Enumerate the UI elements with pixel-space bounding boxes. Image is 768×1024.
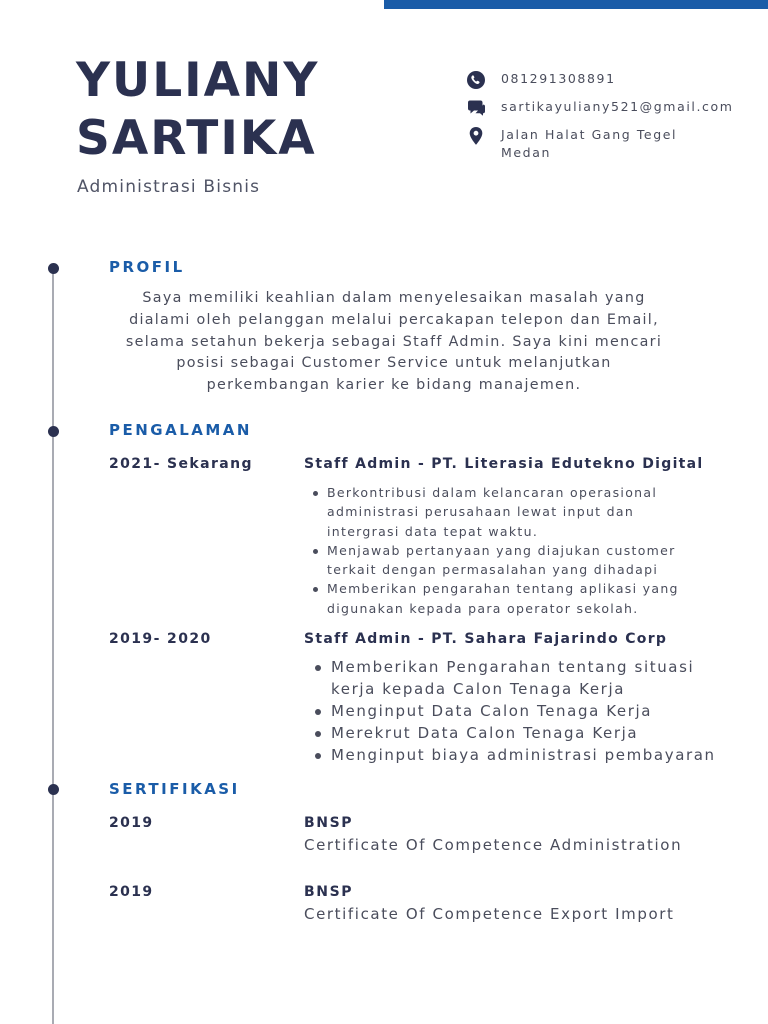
list-item-line: Menjawab pertanyaan yang diajukan customer bbox=[327, 542, 676, 558]
timeline-dot-sertifikasi bbox=[48, 784, 59, 795]
job-period: 2021- Sekarang bbox=[109, 456, 253, 472]
cert-name: Certificate Of Competence Export Import bbox=[304, 905, 675, 923]
job-position: Staff Admin - PT. Sahara Fajarindo Corp bbox=[304, 631, 668, 647]
contact-phone bbox=[466, 70, 756, 88]
cert-year: 2019 bbox=[109, 815, 154, 831]
section-title-pengalaman: PENGALAMAN bbox=[109, 421, 252, 439]
list-item-line: digunakan kepada para operator sekolah. bbox=[327, 600, 639, 616]
list-item-line: Memberikan Pengarahan tentang situasi bbox=[331, 658, 695, 676]
list-item-line: intergrasi data tepat waktu. bbox=[327, 523, 539, 539]
name-heading bbox=[76, 52, 319, 168]
list-item-line: administrasi perusahaan lewat input dan bbox=[327, 504, 635, 520]
job-title: Administrasi Bisnis bbox=[77, 177, 261, 197]
contact-email bbox=[466, 98, 756, 116]
profile-line: posisi sebagai Customer Service untuk melanjutkan bbox=[176, 355, 612, 372]
profile-line: selama setahun bekerja sebagai Staff Admin. Saya kini mencari bbox=[125, 333, 663, 350]
contact-address bbox=[466, 126, 756, 162]
name-line-first: YULIANY bbox=[76, 53, 320, 108]
profile-line: dialami oleh pelanggan melalui percakapan telepon dan Email, bbox=[129, 311, 659, 328]
list-item-line: Berkontribusi dalam kelancaran operasional bbox=[327, 485, 658, 500]
list-item-line: Menginput Data Calon Tenaga Kerja bbox=[331, 702, 653, 720]
list-item bbox=[312, 541, 732, 580]
address-line-1: Jalan Halat Gang Tegel bbox=[501, 127, 678, 142]
profile-summary bbox=[95, 288, 693, 397]
list-item-line: Memberikan pengarahan tentang aplikasi yang bbox=[327, 581, 679, 597]
cert-issuer: BNSP bbox=[304, 884, 354, 900]
cert-year: 2019 bbox=[109, 884, 154, 900]
job-duties-list bbox=[314, 656, 744, 766]
list-item-line: kerja kepada Calon Tenaga Kerja bbox=[331, 680, 626, 698]
location-pin-icon bbox=[466, 126, 486, 146]
timeline-dot-pengalaman bbox=[48, 426, 59, 437]
top-accent-bar bbox=[384, 0, 768, 9]
list-item bbox=[312, 483, 732, 541]
cert-issuer: BNSP bbox=[304, 815, 354, 831]
address-line-2: Medan bbox=[501, 145, 551, 160]
job-period: 2019- 2020 bbox=[109, 631, 212, 647]
list-item bbox=[314, 722, 744, 744]
cert-name: Certificate Of Competence Administration bbox=[304, 836, 683, 854]
list-item-line: terkait dengan permasalahan yang dihadapi bbox=[327, 562, 659, 578]
list-item-line: Menginput biaya administrasi pembayaran bbox=[331, 746, 716, 764]
job-duties-list bbox=[312, 483, 732, 618]
list-item bbox=[314, 656, 744, 700]
email-address[interactable]: sartikayuliany521@gmail.com bbox=[501, 99, 734, 114]
section-title-sertifikasi: SERTIFIKASI bbox=[109, 780, 240, 798]
list-item bbox=[314, 744, 744, 766]
chat-icon bbox=[466, 98, 486, 118]
job-position: Staff Admin - PT. Literasia Edutekno Digital bbox=[304, 456, 704, 472]
profile-line: Saya memiliki keahlian dalam menyelesaikan masalah yang bbox=[142, 290, 646, 306]
list-item bbox=[314, 700, 744, 722]
contact-block bbox=[466, 70, 756, 162]
list-item-line: Merekrut Data Calon Tenaga Kerja bbox=[331, 724, 639, 742]
section-title-profil: PROFIL bbox=[109, 258, 185, 276]
list-item bbox=[312, 579, 732, 618]
timeline-dot-profil bbox=[48, 263, 59, 274]
phone-icon bbox=[466, 70, 486, 90]
name-line-last: SARTIKA bbox=[76, 111, 317, 166]
phone-number[interactable]: 081291308891 bbox=[501, 71, 616, 86]
timeline-line bbox=[52, 268, 54, 1024]
profile-line: perkembangan karier ke bidang manajemen. bbox=[206, 377, 582, 394]
